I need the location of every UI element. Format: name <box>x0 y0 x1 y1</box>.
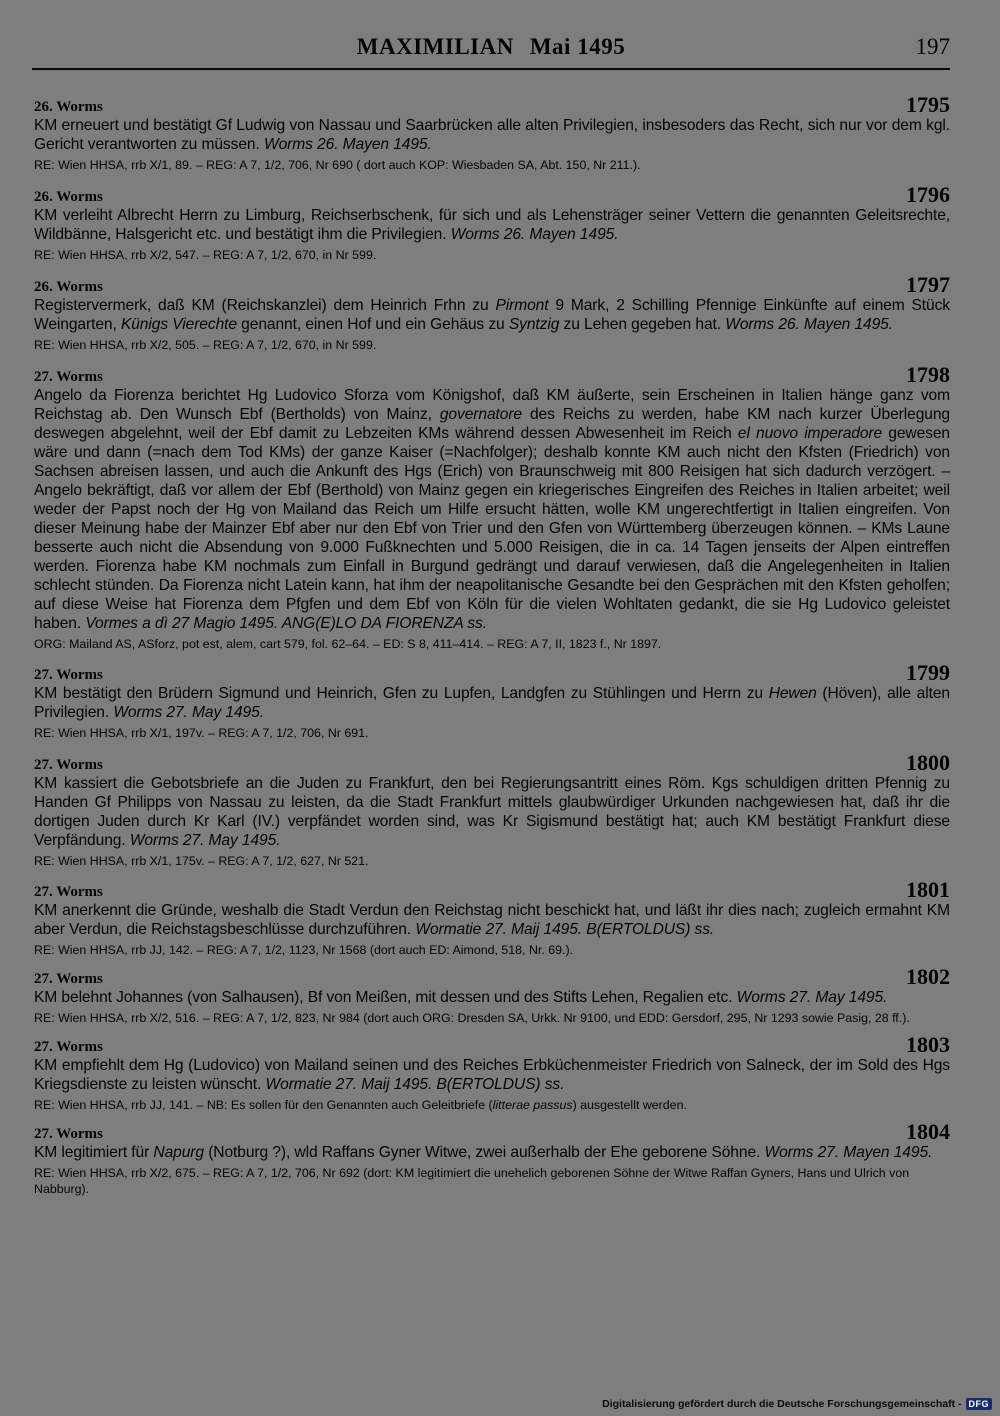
regest-entry <box>34 362 950 652</box>
entry-header <box>34 877 950 902</box>
entry-number: 1800 <box>906 750 950 775</box>
regest-entry <box>34 660 950 741</box>
entry-text-italic: Napurg <box>153 1144 204 1161</box>
entry-text-italic: Worms 27. May 1495. <box>129 832 281 849</box>
entry-source: RE: Wien HHSA, rrb X/1, 197v. – REG: A 7, 1/2, 706, Nr 691. <box>34 726 369 740</box>
entry-source <box>34 1097 950 1113</box>
entry-source: RE: Wien HHSA, rrb X/1, 89. – REG: A 7, 1/2, 706, Nr 690 ( dort auch KOP: Wiesbaden SA, Abt. 150, Nr 211.). <box>34 158 641 172</box>
regest-entry <box>34 750 950 869</box>
entry-text-segment: gewesen wäre und dann (=nach dem Tod KMs) der ganze Kaiser (=Nachfolger); deshalb konnte KM auch nicht den Kfsten (Friedrich) von Sachsen abreisen lassen, und auch die Ankunft des Hgs (Erich) von Braunschweig mit 800 Reisigen hat sich dadurch verzögert. – Angelo bekräftigt, daß vor allem der Ebf (Berthold) von Mainz gegen ein kriegerisches Eingreifen des Reiches in Italien arbeitet; weil weder der Papst noch der Hg von Mailand das Reich um Hilfe ersucht hätten, wolle KM ungerechtfertigt in Italien eingreifen. Von dieser Meinung habe der Mainzer Ebf aber nur den Ebf von Trier und den Gfen von Württemberg überzeugen können. – KMs Laune besserte auch nicht die Absendung von 9.000 Fußknechten und 5.000 Reisigen, die in ca. 14 Tagen jenseits der Alpen eintreffen werden. Fiorenza habe KM nochmals zum Einfall in Burgund gedrängt und darauf verwiesen, daß die Angelegenheiten in Italien schlecht stünden. Da Fiorenza nicht Latein kann, hat ihm der neapolitanische Gesandte bei den Gesprächen mit den Kfsten geholfen; auf diese Weise hat Fiorenza dem Pfgfen und dem Ebf von Köln für die vielen Wohltaten gedankt, die sie Hg Ludovico geleistet haben. <box>34 425 950 632</box>
entry-text-italic: Worms 26. Mayen 1495. <box>450 226 619 243</box>
entry-text <box>34 296 950 334</box>
entry-source: RE: Wien HHSA, rrb X/2, 675. – REG: A 7, 1/2, 706, Nr 692 (dort: KM legitimiert die unehelich geborenen Söhne der Witwe Raffan Gyners, Hans und Ulrich von Nabburg). <box>34 1166 910 1196</box>
entry-text <box>34 988 950 1007</box>
regest-entry <box>34 272 950 353</box>
entry-number: 1796 <box>906 182 950 207</box>
entry-text <box>34 901 950 939</box>
entry-text <box>34 1143 950 1162</box>
entry-text-segment: KM kassiert die Gebotsbriefe an die Juden zu Frankfurt, den bei Regierungsantritt eines Röm. Kgs schuldigen dritten Pfennig zu Handen Gf Philipps von Nassau zu leisten, da die Stadt Frankfurt mittels glaubwürdiger Urkunden nachgewiesen hat, daß ihr die dortigen Juden durch Kr Karl (IV.) verpfändet worden sind, was Kr Sigismund bestätigt hat; auch KM bestätigt Frankfurt diese Verpfändung. <box>34 775 950 849</box>
entry-number: 1803 <box>906 1032 950 1057</box>
entry-number: 1799 <box>906 660 950 685</box>
page-header <box>32 34 950 70</box>
entry-text-italic: Worms 27. May 1495. <box>113 704 264 721</box>
entry-header <box>34 1032 950 1057</box>
entry-text-italic: Wormatie 27. Maij 1495. B(ERTOLDUS) ss. <box>265 1076 565 1093</box>
entry-text-italic: governatore <box>439 406 522 423</box>
entry-source: RE: Wien HHSA, rrb JJ, 142. – REG: A 7, 1/2, 1123, Nr 1568 (dort auch ED: Aimond, 518, Nr. 69.). <box>34 943 574 957</box>
entry-text-italic: Künigs Vierechte <box>120 316 237 333</box>
dfg-logo-icon: DFG <box>966 1398 993 1410</box>
entry-text-italic: el nuovo imperadore <box>737 425 883 442</box>
entry-text-segment: KM empfiehlt dem Hg (Ludovico) von Mailand seinen und des Reiches Erbküchenmeister Friedrich von Salneck, der im Sold des Hgs Kriegsdienste zu leisten wünscht. <box>34 1057 950 1093</box>
entry-date: 27. Worms <box>34 1126 103 1142</box>
entry-number: 1804 <box>906 1119 950 1144</box>
entry-source: RE: Wien HHSA, rrb X/1, 175v. – REG: A 7, 1/2, 627, Nr 521. <box>34 854 369 868</box>
entry-date: 26. Worms <box>34 189 103 205</box>
entry-text-italic: Worms 26. Mayen 1495. <box>263 136 432 153</box>
entry-source: RE: Wien HHSA, rrb X/2, 505. – REG: A 7, 1/2, 670, in Nr 599. <box>34 338 377 352</box>
entry-date: 27. Worms <box>34 884 103 900</box>
entry-text-italic: Worms 27. May 1495. <box>736 989 888 1006</box>
entry-text-italic: Syntzig <box>508 316 560 333</box>
regest-list <box>34 84 950 1197</box>
entry-text-segment: KM erneuert und bestätigt Gf Ludwig von Nassau und Saarbrücken alle alten Privilegien, insbesoders das Recht, sich nur vor dem kgl. Gericht verantworten zu müssen. <box>34 117 950 153</box>
entry-text-segment: KM anerkennt die Gründe, weshalb die Stadt Verdun den Reichstag nicht beschickt hat, und läßt ihr dies nach; zugleich ermahnt KM aber Verdun, die Reichstagsbeschlüsse durchzuführen. <box>34 902 950 938</box>
entry-header <box>34 362 950 387</box>
entry-text-italic: Vormes a dì 27 Magio 1495. ANG(E)LO DA FIORENZA ss. <box>85 615 487 632</box>
regest-entry <box>34 92 950 173</box>
entry-number: 1801 <box>906 877 950 902</box>
entry-date: 26. Worms <box>34 99 103 115</box>
entry-text <box>34 116 950 154</box>
regest-entry <box>34 964 950 1026</box>
entry-source-segment: ) ausgestellt werden. <box>572 1098 687 1112</box>
entry-text <box>34 206 950 244</box>
entry-header <box>34 964 950 989</box>
entry-date: 27. Worms <box>34 971 103 987</box>
running-title-name: MAXIMILIAN <box>356 34 514 59</box>
entry-text-italic: Wormatie 27. Maij 1495. B(ERTOLDUS) ss. <box>415 921 715 938</box>
page-number: 197 <box>915 34 950 59</box>
regest-entry <box>34 182 950 263</box>
entry-text-italic: Hewen <box>768 685 817 702</box>
entry-number: 1795 <box>906 92 950 117</box>
entry-text <box>34 684 950 722</box>
entry-text-segment: (Höven), alle alten Privilegien. <box>34 685 950 721</box>
entry-text <box>34 774 950 850</box>
entry-text-segment: KM belehnt Johannes (von Salhausen), Bf von Meißen, mit dessen und des Stifts Lehen, Regalien etc. <box>34 989 737 1006</box>
entry-number: 1798 <box>906 362 950 387</box>
entry-text-segment: Registervermerk, daß KM (Reichskanzlei) dem Heinrich Frhn zu <box>34 297 496 314</box>
entry-source: ORG: Mailand AS, ASforz, pot est, alem, cart 579, fol. 62–64. – ED: S 8, 411–414. – REG: A 7, II, 1823 f., Nr 1897. <box>34 637 662 651</box>
entry-header <box>34 272 950 297</box>
entry-source: RE: Wien HHSA, rrb X/2, 516. – REG: A 7, 1/2, 823, Nr 984 (dort auch ORG: Dresden SA, Urkk. Nr 9100, und EDD: Gersdorf, 295, Nr 1293 sowie Pasig, 28 ff.). <box>34 1011 910 1025</box>
entry-source-segment: RE: Wien HHSA, rrb JJ, 141. – NB: Es sollen für den Genannten auch Geleitbriefe ( <box>34 1098 493 1112</box>
entry-source: RE: Wien HHSA, rrb X/2, 547. – REG: A 7, 1/2, 670, in Nr 599. <box>34 248 377 262</box>
footer-text: Digitalisierung gefördert durch die Deutsche Forschungsgemeinschaft - <box>602 1398 962 1410</box>
running-title-date: Mai 1495 <box>529 34 626 59</box>
entry-date: 27. Worms <box>34 1039 103 1055</box>
entry-text-segment: KM bestätigt den Brüdern Sigmund und Heinrich, Gfen zu Lupfen, Landgfen zu Stühlingen und Herrn zu <box>34 685 769 702</box>
entry-number: 1802 <box>906 964 950 989</box>
entry-text <box>34 386 950 633</box>
entry-text <box>34 1056 950 1094</box>
entry-date: 27. Worms <box>34 369 103 385</box>
entry-text-segment: Angelo da Fiorenza berichtet Hg Ludovico Sforza vom Königshof, daß KM äußerte, sein Erscheinen in Italien hänge ganz vom Reichstag ab. Den Wunsch Ebf (Bertholds) von Mainz, <box>34 387 950 423</box>
entry-text-italic: Pirmont <box>495 297 549 314</box>
entry-date: 26. Worms <box>34 279 103 295</box>
entry-text-segment: genannt, einen Hof und ein Gehäus zu <box>236 316 509 333</box>
footer-credit <box>602 1396 992 1412</box>
regest-entry <box>34 1119 950 1197</box>
running-title <box>32 34 950 60</box>
entry-text-segment: KM verleiht Albrecht Herrn zu Limburg, Reichserbschenk, für sich und als Lehensträger seiner Vettern die genannten Geleitsrechte, Wildbänne, Halsgericht etc. und bestätigt ihm die Privilegien. <box>34 207 950 243</box>
regest-entry <box>34 877 950 958</box>
entry-header <box>34 1119 950 1144</box>
entry-text-segment: KM legitimiert für <box>34 1144 154 1161</box>
entry-header <box>34 182 950 207</box>
entry-number: 1797 <box>906 272 950 297</box>
entry-date: 27. Worms <box>34 667 103 683</box>
entry-header <box>34 750 950 775</box>
entry-text-segment: (Notburg ?), wld Raffans Gyner Witwe, zwei außerhalb der Ehe geborene Söhne. <box>203 1144 765 1161</box>
entry-date: 27. Worms <box>34 757 103 773</box>
entry-text-italic: Worms 27. Mayen 1495. <box>764 1144 933 1161</box>
entry-text-italic: Worms 26. Mayen 1495. <box>725 316 893 333</box>
regest-entry <box>34 1032 950 1113</box>
entry-text-segment: des Reichs zu werden, habe KM nach kurzer Überlegung deswegen abgelehnt, weil der Ebf damit zu Lebzeiten KMs während dessen Abwesenheit im Reich <box>34 406 950 442</box>
entry-header <box>34 92 950 117</box>
entry-text-segment: zu Lehen gegeben hat. <box>559 316 726 333</box>
entry-text-segment: 9 Mark, 2 Schilling Pfennige Einkünfte auf einem Stück Weingarten, <box>34 297 950 333</box>
entry-header <box>34 660 950 685</box>
entry-source-segment: litterae passus <box>492 1098 573 1112</box>
